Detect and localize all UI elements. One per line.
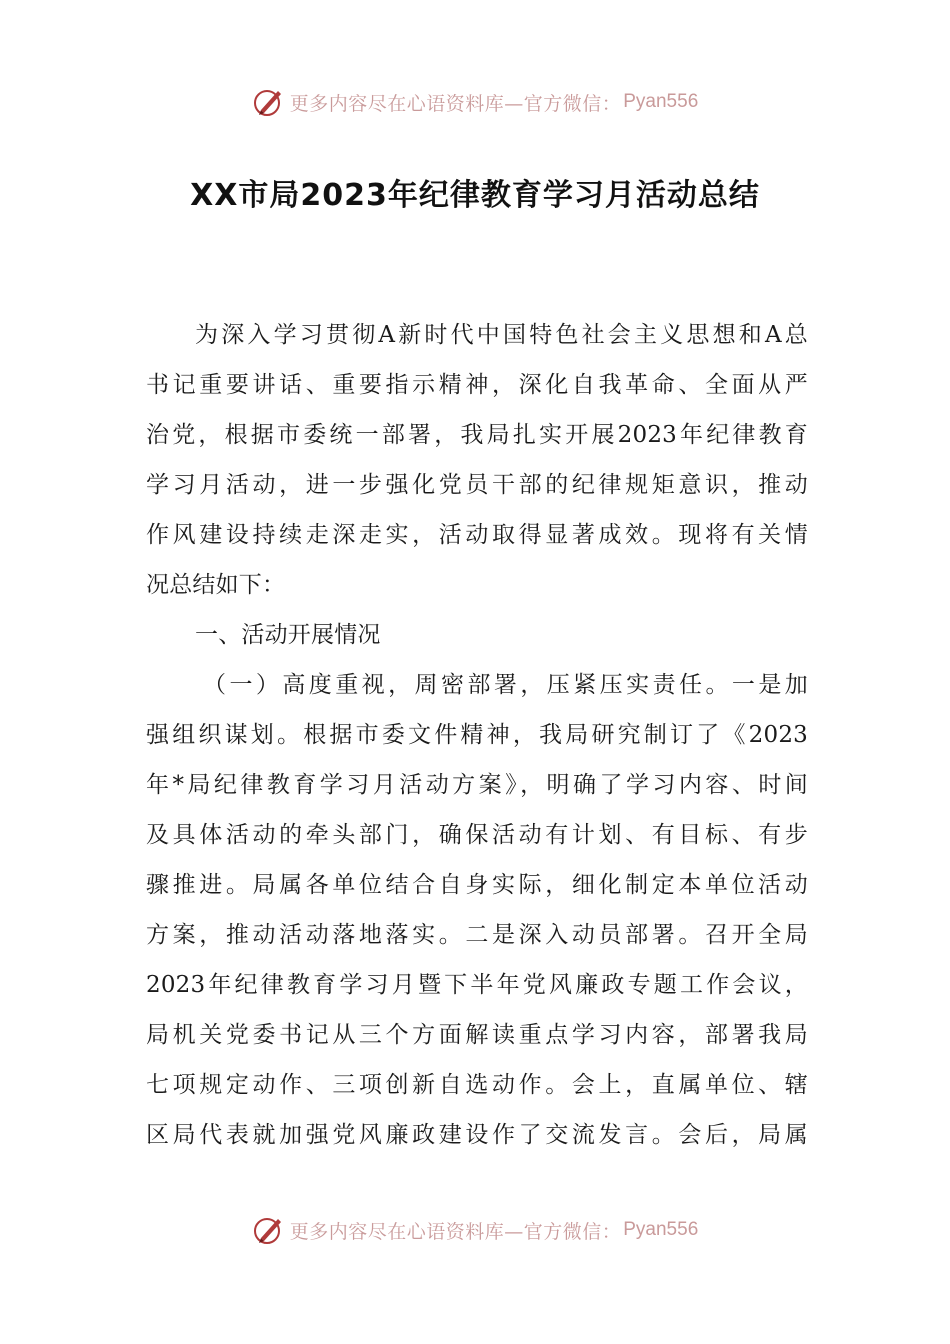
- body-line: 学习月活动，进一步强化党员干部的纪律规矩意识，推动: [146, 472, 808, 498]
- body-line: 为深入学习贯彻A新时代中国特色社会主义思想和A总: [195, 322, 808, 348]
- watermark-text: 更多内容尽在心语资料库—官方微信：: [289, 92, 622, 115]
- pen-logo-icon: [252, 85, 286, 119]
- body-line: 七项规定动作、三项创新自选动作。会上，直属单位、辖: [146, 1072, 808, 1098]
- watermark-text: 更多内容尽在心语资料库—官方微信：: [289, 1220, 622, 1243]
- body-line: 况总结如下：: [146, 572, 286, 598]
- body-line: 作风建设持续走深走实，活动取得显著成效。现将有关情: [146, 522, 808, 548]
- header-watermark: [0, 80, 950, 124]
- document-body: [146, 310, 808, 1160]
- body-line: 强组织谋划。根据市委文件精神，我局研究制订了《2023: [146, 722, 808, 748]
- body-line: 及具体活动的牵头部门，确保活动有计划、有目标、有步: [146, 822, 808, 848]
- body-line: 方案，推动活动落地落实。二是深入动员部署。召开全局: [146, 922, 808, 948]
- body-line: （一）高度重视，周密部署，压紧压实责任。一是加: [203, 672, 808, 698]
- watermark-id: Pyan556: [623, 91, 699, 112]
- body-line: 骤推进。局属各单位结合自身实际，细化制定本单位活动: [146, 872, 808, 898]
- footer-watermark: [0, 1208, 950, 1252]
- section-heading: 一、活动开展情况: [195, 622, 381, 648]
- body-line: 区局代表就加强党风廉政建设作了交流发言。会后，局属: [146, 1122, 808, 1148]
- body-line: 2023年纪律教育学习月暨下半年党风廉政专题工作会议，: [146, 972, 808, 998]
- pen-logo-icon: [252, 1213, 286, 1247]
- document-title: XX市局2023年纪律教育学习月活动总结: [190, 178, 760, 213]
- body-line: 年*局纪律教育学习月活动方案》，明确了学习内容、时间: [146, 772, 808, 798]
- body-line: 治党，根据市委统一部署，我局扎实开展2023年纪律教育: [146, 422, 808, 448]
- body-line: 局机关党委书记从三个方面解读重点学习内容，部署我局: [146, 1022, 808, 1048]
- watermark-id: Pyan556: [623, 1219, 699, 1240]
- body-line: 书记重要讲话、重要指示精神，深化自我革命、全面从严: [146, 372, 808, 398]
